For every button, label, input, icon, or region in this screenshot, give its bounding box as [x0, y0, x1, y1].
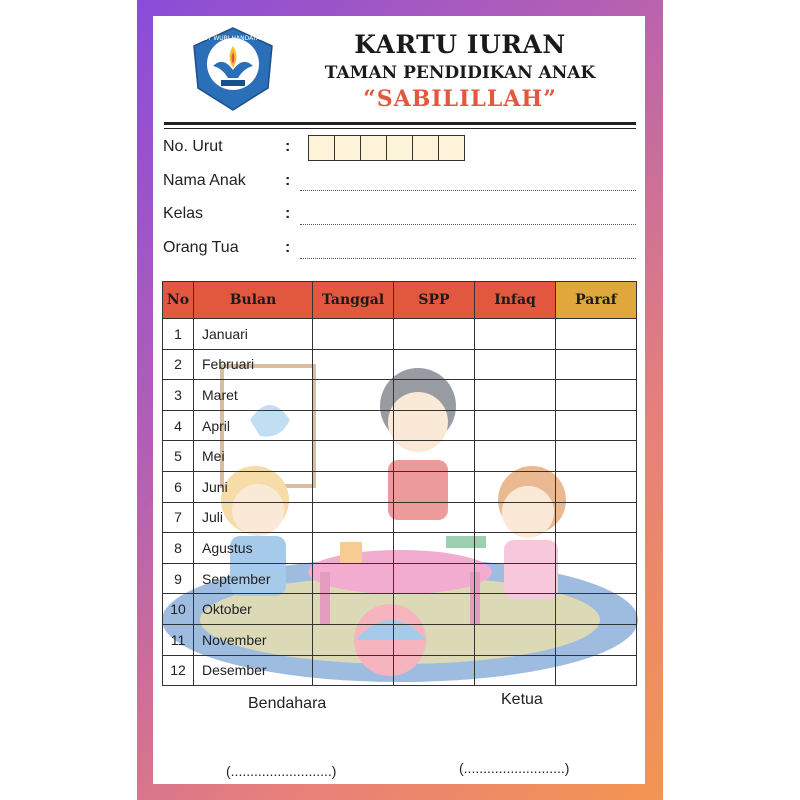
- card-subtitle: TAMAN PENDIDIKAN ANAK: [324, 63, 596, 83]
- header-tanggal: Tanggal: [313, 282, 394, 319]
- cell-infaq[interactable]: [475, 380, 556, 411]
- cell-tanggal[interactable]: [313, 441, 394, 472]
- row-bulan: Februari: [194, 349, 313, 380]
- cell-paraf[interactable]: [556, 471, 637, 502]
- ketua-label: Ketua: [501, 691, 543, 708]
- row-bulan: Desember: [194, 655, 313, 686]
- cell-infaq[interactable]: [475, 410, 556, 441]
- cell-paraf[interactable]: [556, 594, 637, 625]
- cell-paraf[interactable]: [556, 410, 637, 441]
- cell-tanggal[interactable]: [313, 533, 394, 564]
- kelas-label: Kelas: [163, 205, 204, 222]
- nama-anak-colon: :: [285, 172, 291, 189]
- cell-paraf[interactable]: [556, 349, 637, 380]
- row-bulan: November: [194, 624, 313, 655]
- cell-infaq[interactable]: [475, 349, 556, 380]
- header-divider-thin: [164, 128, 636, 129]
- cell-infaq[interactable]: [475, 441, 556, 472]
- cell-paraf[interactable]: [556, 624, 637, 655]
- row-bulan: Juli: [194, 502, 313, 533]
- cell-spp[interactable]: [394, 471, 475, 502]
- row-no: 5: [163, 441, 194, 472]
- cell-spp[interactable]: [394, 594, 475, 625]
- header-infaq: Infaq: [475, 282, 556, 319]
- row-no: 4: [163, 410, 194, 441]
- row-no: 11: [163, 624, 194, 655]
- table-row: [163, 624, 637, 655]
- row-bulan: Agustus: [194, 533, 313, 564]
- iuran-table: [162, 281, 637, 686]
- ketua-signature-line[interactable]: (..........................): [459, 760, 570, 776]
- table-row: [163, 471, 637, 502]
- header-bulan: Bulan: [194, 282, 313, 319]
- no-urut-box[interactable]: [412, 135, 439, 161]
- cell-paraf[interactable]: [556, 380, 637, 411]
- cell-tanggal[interactable]: [313, 410, 394, 441]
- cell-spp[interactable]: [394, 502, 475, 533]
- cell-spp[interactable]: [394, 410, 475, 441]
- cell-tanggal[interactable]: [313, 624, 394, 655]
- svg-text:TUT WURI HANDAYANI: TUT WURI HANDAYANI: [199, 35, 267, 42]
- cell-tanggal[interactable]: [313, 471, 394, 502]
- no-urut-box[interactable]: [386, 135, 413, 161]
- table-row: [163, 655, 637, 686]
- row-bulan: Januari: [194, 319, 313, 350]
- row-bulan: Mei: [194, 441, 313, 472]
- cell-infaq[interactable]: [475, 563, 556, 594]
- table-row: [163, 441, 637, 472]
- header-spp: SPP: [394, 282, 475, 319]
- no-urut-box[interactable]: [438, 135, 465, 161]
- cell-paraf[interactable]: [556, 533, 637, 564]
- table-row: [163, 410, 637, 441]
- school-name: “SABILILLAH”: [363, 86, 557, 112]
- row-bulan: Oktober: [194, 594, 313, 625]
- row-bulan: Maret: [194, 380, 313, 411]
- table-row: [163, 594, 637, 625]
- kelas-field[interactable]: [300, 224, 636, 225]
- cell-tanggal[interactable]: [313, 319, 394, 350]
- cell-spp[interactable]: [394, 319, 475, 350]
- cell-spp[interactable]: [394, 380, 475, 411]
- cell-paraf[interactable]: [556, 441, 637, 472]
- no-urut-box[interactable]: [334, 135, 361, 161]
- row-no: 7: [163, 502, 194, 533]
- row-no: 12: [163, 655, 194, 686]
- cell-tanggal[interactable]: [313, 594, 394, 625]
- header-divider: [164, 122, 636, 125]
- cell-spp[interactable]: [394, 349, 475, 380]
- header-no: No: [163, 282, 194, 319]
- nama-anak-label: Nama Anak: [163, 172, 246, 189]
- cell-tanggal[interactable]: [313, 380, 394, 411]
- row-bulan: Juni: [194, 471, 313, 502]
- cell-tanggal[interactable]: [313, 655, 394, 686]
- no-urut-label: No. Urut: [163, 138, 223, 155]
- cell-infaq[interactable]: [475, 319, 556, 350]
- orang-tua-label: Orang Tua: [163, 239, 239, 256]
- cell-infaq[interactable]: [475, 624, 556, 655]
- table-row: [163, 380, 637, 411]
- row-no: 2: [163, 349, 194, 380]
- card-title: KARTU IURAN: [354, 30, 566, 59]
- table-row: [163, 533, 637, 564]
- orang-tua-colon: :: [285, 239, 291, 256]
- iuran-table-wrapper: [162, 281, 636, 688]
- row-no: 9: [163, 563, 194, 594]
- table-row: [163, 319, 637, 350]
- cell-spp[interactable]: [394, 563, 475, 594]
- cell-spp[interactable]: [394, 533, 475, 564]
- kelas-colon: :: [285, 205, 291, 222]
- table-row: [163, 563, 637, 594]
- bendahara-signature-line[interactable]: (..........................): [226, 763, 337, 779]
- nama-anak-field[interactable]: [300, 190, 636, 191]
- row-no: 3: [163, 380, 194, 411]
- cell-spp[interactable]: [394, 441, 475, 472]
- cell-spp[interactable]: [394, 624, 475, 655]
- cell-paraf[interactable]: [556, 319, 637, 350]
- tut-wuri-handayani-logo: [188, 26, 278, 112]
- cell-infaq[interactable]: [475, 655, 556, 686]
- cell-paraf[interactable]: [556, 502, 637, 533]
- no-urut-boxes[interactable]: [308, 135, 465, 161]
- cell-paraf[interactable]: [556, 655, 637, 686]
- cell-tanggal[interactable]: [313, 563, 394, 594]
- row-no: 6: [163, 471, 194, 502]
- table-row: [163, 502, 637, 533]
- row-bulan: April: [194, 410, 313, 441]
- no-urut-box[interactable]: [308, 135, 335, 161]
- header-paraf: Paraf: [556, 282, 637, 319]
- row-no: 1: [163, 319, 194, 350]
- cell-infaq[interactable]: [475, 533, 556, 564]
- no-urut-colon: :: [285, 138, 291, 155]
- cell-infaq[interactable]: [475, 502, 556, 533]
- cell-tanggal[interactable]: [313, 349, 394, 380]
- row-no: 8: [163, 533, 194, 564]
- bendahara-label: Bendahara: [248, 695, 327, 712]
- cell-tanggal[interactable]: [313, 502, 394, 533]
- cell-infaq[interactable]: [475, 594, 556, 625]
- table-row: [163, 349, 637, 380]
- row-no: 10: [163, 594, 194, 625]
- cell-paraf[interactable]: [556, 563, 637, 594]
- table-header-row: [163, 282, 637, 319]
- no-urut-box[interactable]: [360, 135, 387, 161]
- cell-infaq[interactable]: [475, 471, 556, 502]
- row-bulan: September: [194, 563, 313, 594]
- orang-tua-field[interactable]: [300, 258, 636, 259]
- cell-spp[interactable]: [394, 655, 475, 686]
